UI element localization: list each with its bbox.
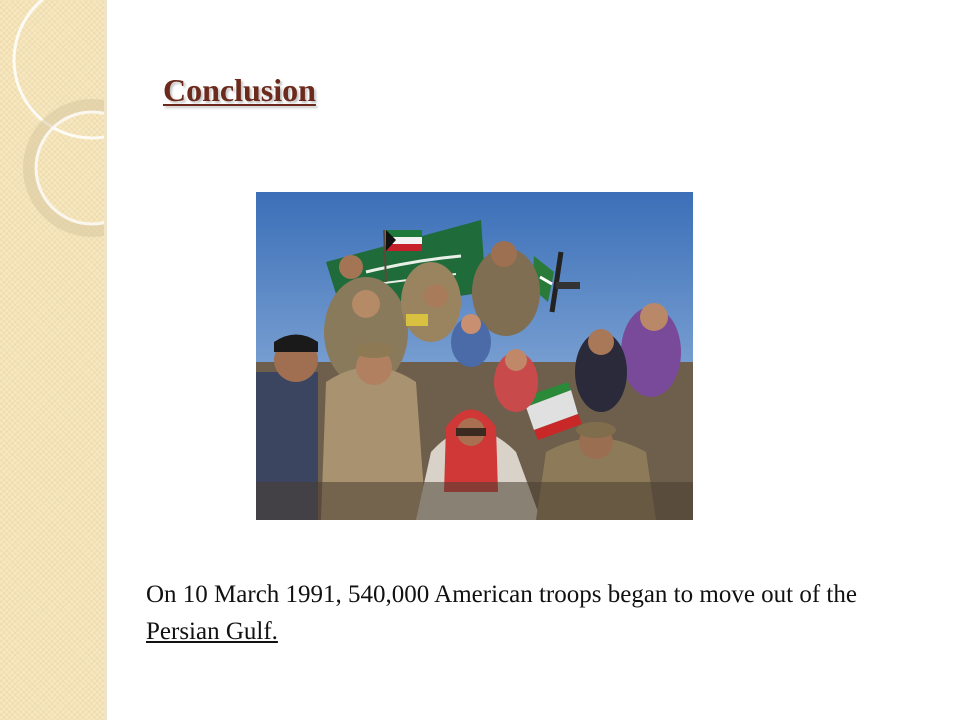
slide-title: Conclusion (163, 72, 316, 108)
caption-text: On 10 March 1991, 540,000 American troops began to move out of the (146, 581, 857, 608)
slide-caption (146, 576, 906, 650)
sidebar-circles-decoration (0, 0, 104, 720)
sidebar-edge (104, 0, 107, 720)
persian-gulf-link[interactable]: Persian Gulf. (146, 618, 278, 645)
photo-troops-celebration (256, 192, 693, 520)
decorative-sidebar (0, 0, 105, 720)
